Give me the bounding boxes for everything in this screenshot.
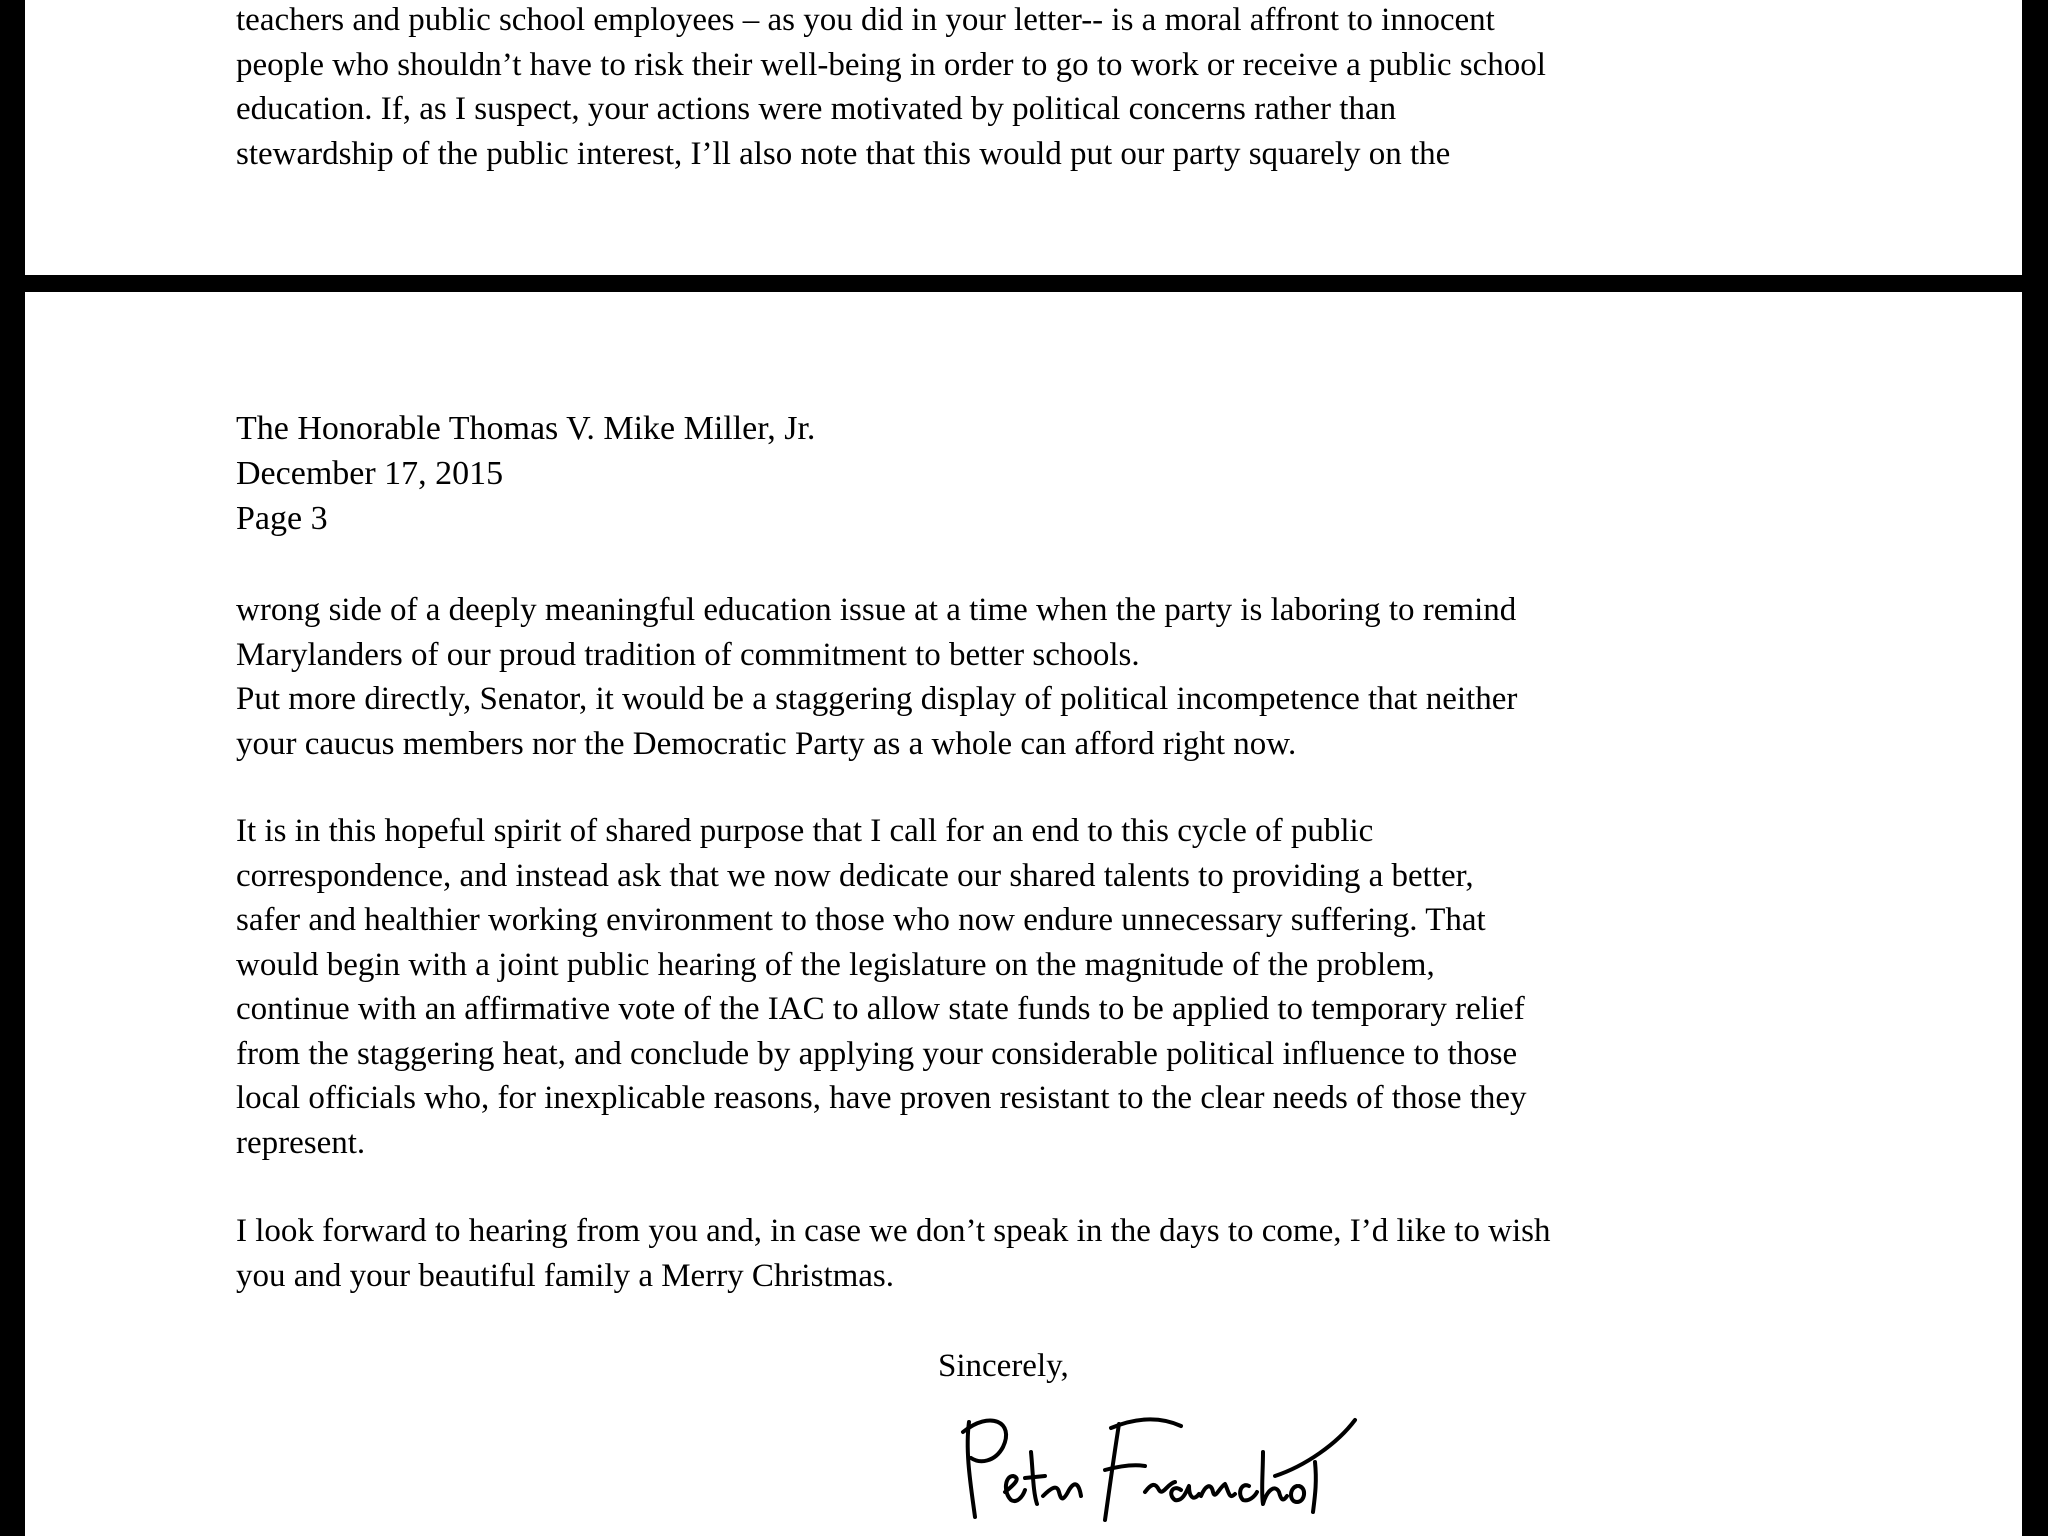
paragraph-3 [236, 1209, 1856, 1298]
text-line: would begin with a joint public hearing of the legislature on the magnitude of the problem, [236, 946, 1435, 983]
text-line: continue with an affirmative vote of the IAC to allow state funds to be applied to temporary relief [236, 991, 1525, 1027]
paragraph-1 [236, 588, 1856, 766]
text-line: education. If, as I suspect, your actions were motivated by political concerns rather than [236, 91, 1397, 127]
letter-date: December 17, 2015 [236, 455, 504, 492]
text-line: your caucus members nor the Democratic Party as a whole can afford right now. [236, 725, 1297, 762]
text-line: wrong side of a deeply meaningful education issue at a time when the party is laboring to remind [236, 592, 1517, 628]
text-line: stewardship of the public interest, I’ll also note that this would put our party squarely on the [236, 135, 1451, 172]
text-line: you and your beautiful family a Merry Christmas. [236, 1257, 895, 1294]
letter-page-3 [25, 292, 2022, 1536]
text-line: safer and healthier working environment to those who now endure unnecessary suffering. That [236, 902, 1486, 938]
text-line: local officials who, for inexplicable reasons, have proven resistant to the clear needs of those they [236, 1080, 1527, 1116]
text-line: represent. [236, 1124, 366, 1161]
text-line: people who shouldn’t have to risk their well-being in order to go to work or receive a public school [236, 46, 1546, 83]
closing-salutation: Sincerely, [938, 1348, 1069, 1384]
handwritten-signature [945, 1392, 1365, 1532]
text-line: Marylanders of our proud tradition of commitment to better schools. [236, 636, 1140, 673]
text-line: I look forward to hearing from you and, in case we don’t speak in the days to come, I’d like to wish [236, 1213, 1551, 1249]
page-number: Page 3 [236, 500, 328, 537]
text-line: It is in this hopeful spirit of shared purpose that I call for an end to this cycle of public [236, 813, 1374, 849]
text-line: teachers and public school employees – as you did in your letter-- is a moral affront to innocent [236, 2, 1495, 38]
addressee: The Honorable Thomas V. Mike Miller, Jr. [236, 410, 816, 447]
text-line: correspondence, and instead ask that we now dedicate our shared talents to providing a better, [236, 857, 1474, 894]
text-line: from the staggering heat, and conclude by applying your considerable political influence to those [236, 1035, 1518, 1072]
body-text-continued [236, 0, 1856, 176]
letter-page-top-fragment [25, 0, 2022, 275]
paragraph-2 [236, 809, 1856, 1165]
page-header [236, 406, 1856, 541]
text-line: Put more directly, Senator, it would be a staggering display of political incompetence that neither [236, 681, 1518, 717]
